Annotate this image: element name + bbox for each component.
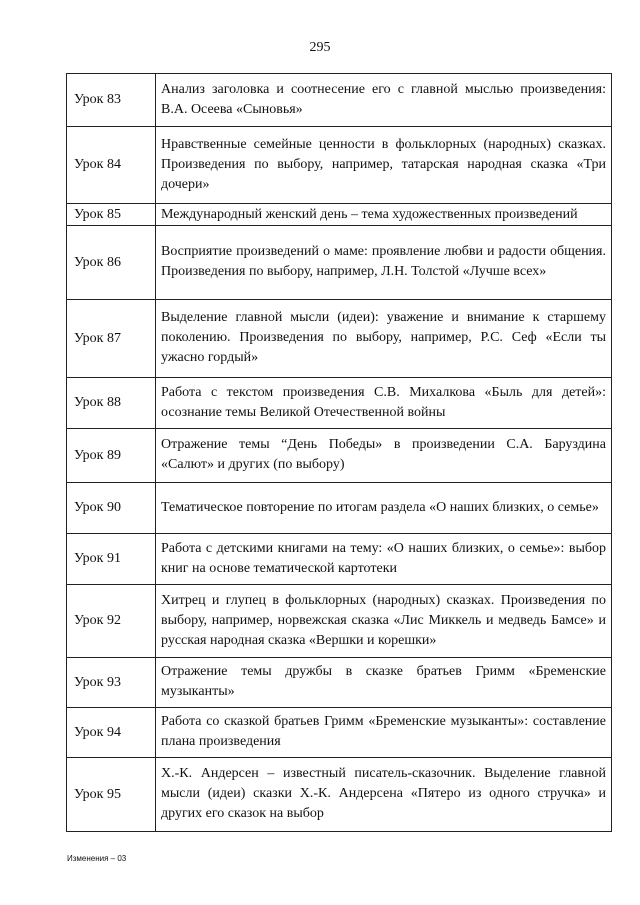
lesson-description: Работа с детскими книгами на тему: «О наших близких, о семье»: выбор книг на основе тематической картотеки <box>156 534 612 585</box>
lesson-number: Урок 90 <box>67 483 156 534</box>
table-row <box>67 708 612 758</box>
lesson-description: Международный женский день – тема художественных произведений <box>156 204 612 226</box>
lesson-number: Урок 91 <box>67 534 156 585</box>
lesson-number: Урок 87 <box>67 300 156 378</box>
lesson-description: Нравственные семейные ценности в фольклорных (народных) сказках. Произведения по выбору, например, татарская народная сказка «Три дочери» <box>156 127 612 204</box>
lesson-number: Урок 95 <box>67 758 156 832</box>
lesson-description: Работа с текстом произведения С.В. Михалкова «Быль для детей»: осознание темы Великой Отечественной войны <box>156 378 612 429</box>
lessons-table <box>66 73 612 832</box>
lesson-description: Тематическое повторение по итогам раздела «О наших близких, о семье» <box>156 483 612 534</box>
table-row <box>67 204 612 226</box>
lesson-description: Анализ заголовка и соотнесение его с главной мыслью произведения: В.А. Осеева «Сыновья» <box>156 74 612 127</box>
lesson-number: Урок 85 <box>67 204 156 226</box>
table-row <box>67 378 612 429</box>
table-row <box>67 300 612 378</box>
lesson-description: Работа со сказкой братьев Гримм «Бременские музыканты»: составление плана произведения <box>156 708 612 758</box>
table-row <box>67 127 612 204</box>
lesson-number: Урок 93 <box>67 658 156 708</box>
lesson-number: Урок 89 <box>67 429 156 483</box>
lesson-number: Урок 92 <box>67 585 156 658</box>
table-row <box>67 585 612 658</box>
table-row <box>67 74 612 127</box>
lesson-description: Отражение темы дружбы в сказке братьев Гримм «Бременские музыканты» <box>156 658 612 708</box>
table-row <box>67 483 612 534</box>
table-row <box>67 226 612 300</box>
lesson-description: Х.-К. Андерсен – известный писатель-сказочник. Выделение главной мысли (идеи) сказки Х.-К. Андерсена «Пятеро из одного стручка» и других его сказок на выбор <box>156 758 612 832</box>
table-row <box>67 658 612 708</box>
lesson-number: Урок 84 <box>67 127 156 204</box>
lesson-description: Восприятие произведений о маме: проявление любви и радости общения. Произведения по выбору, например, Л.Н. Толстой «Лучше всех» <box>156 226 612 300</box>
lesson-description: Выделение главной мысли (идеи): уважение и внимание к старшему поколению. Произведения по выбору, например, Р.С. Сеф «Если ты ужасно гордый» <box>156 300 612 378</box>
lesson-description: Отражение темы “День Победы» в произведении С.А. Баруздина «Салют» и других (по выбору) <box>156 429 612 483</box>
table-row <box>67 758 612 832</box>
lesson-number: Урок 83 <box>67 74 156 127</box>
table-row <box>67 429 612 483</box>
lesson-number: Урок 94 <box>67 708 156 758</box>
table-row <box>67 534 612 585</box>
page-number: 295 <box>309 40 331 55</box>
lesson-number: Урок 86 <box>67 226 156 300</box>
lesson-description: Хитрец и глупец в фольклорных (народных) сказках. Произведения по выбору, например, норвежская сказка «Лис Миккель и медведь Бамсе» и русская народная сказка «Вершки и корешки» <box>156 585 612 658</box>
revision-note: Изменения – 03 <box>67 854 127 863</box>
lesson-number: Урок 88 <box>67 378 156 429</box>
